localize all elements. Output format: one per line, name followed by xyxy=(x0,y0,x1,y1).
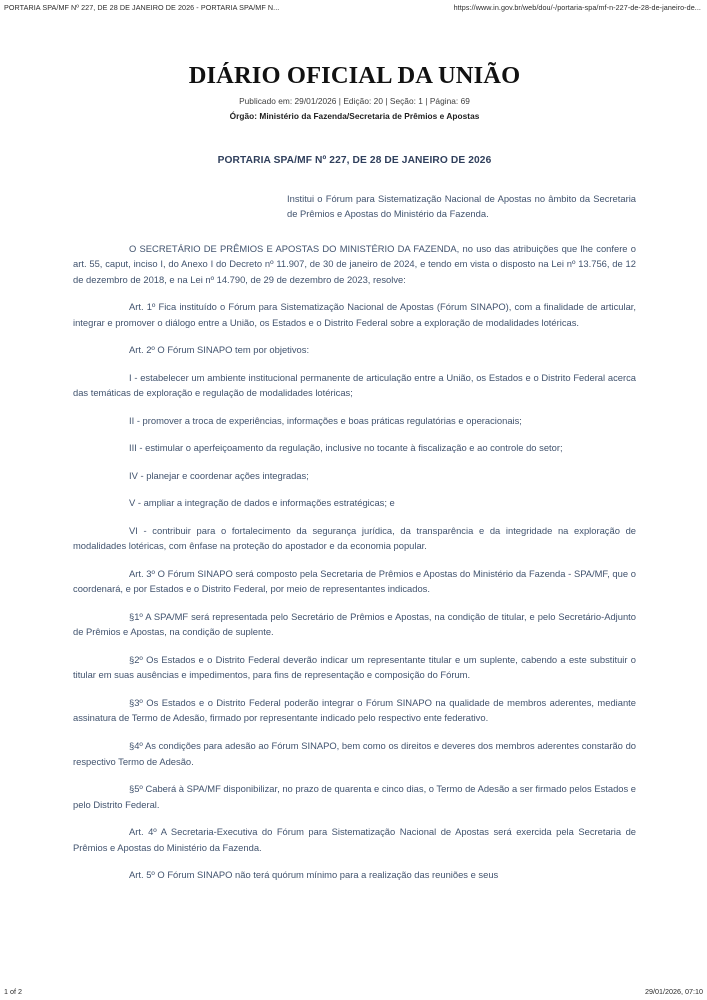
publication-metadata: Publicado em: 29/01/2026 | Edição: 20 | Seção: 1 | Página: 69 xyxy=(239,96,470,107)
print-header xyxy=(0,0,707,20)
act-paragraph: IV - planejar e coordenar ações integradas; xyxy=(129,469,309,481)
act-paragraph: §2º Os Estados e o Distrito Federal deverão indicar um representante titular e um suplente, cabendo a este substituir o titular em suas ausências e impedimentos, para fins de representação e composição do Fórum. xyxy=(73,653,636,681)
act-body xyxy=(73,241,636,883)
act-paragraph: VI - contribuir para o fortalecimento da segurança jurídica, da transparência e da integridade na exploração de modalidades lotéricas, com ênfase na proteção do apostador e da economia popular. xyxy=(73,524,636,552)
masthead xyxy=(73,62,636,121)
print-footer-timestamp: 29/01/2026, 07:10 xyxy=(645,987,703,996)
act-paragraph: Art. 4º A Secretaria-Executiva do Fórum para Sistematização Nacional de Apostas será exercida pela Secretaria de Prêmios e Apostas do Ministério da Fazenda. xyxy=(73,826,636,853)
act-paragraph: §1º A SPA/MF será representada pelo Secretário de Prêmios e Apostas, na condição de titular, e pelo Secretário-Adjunto de Prêmios e Apostas, na condição de suplente. xyxy=(73,610,636,638)
print-header-page-title: PORTARIA SPA/MF Nº 227, DE 28 DE JANEIRO DE 2026 - PORTARIA SPA/MF N... xyxy=(4,3,280,12)
act-paragraph: Art. 3º O Fórum SINAPO será composto pela Secretaria de Prêmios e Apostas do Ministério da Fazenda - SPA/MF, que o coordenará, e por Estados e o Distrito Federal, por meio de representantes indicados. xyxy=(73,567,636,595)
act-paragraph: §3º Os Estados e o Distrito Federal poderão integrar o Fórum SINAPO na qualidade de membros aderentes, mediante assinatura de Termo de Adesão, firmado por representante indicado pelo respectivo ente federativo. xyxy=(73,696,636,724)
print-footer-page-number: 1 of 2 xyxy=(4,987,22,996)
act-paragraph: V - ampliar a integração de dados e informações estratégicas; e xyxy=(129,497,395,509)
print-header-url: https://www.in.gov.br/web/dou/-/portaria-spa/mf-n-227-de-28-de-janeiro-de... xyxy=(453,3,701,12)
act-paragraph: I - estabelecer um ambiente institucional permanente de articulação entre a União, os Estados e o Distrito Federal acerca das temáticas de exploração e regulação de modalidades lotéricas; xyxy=(73,371,636,399)
act-title: PORTARIA SPA/MF Nº 227, DE 28 DE JANEIRO DE 2026 xyxy=(217,155,492,167)
document-content xyxy=(73,62,636,883)
act-paragraph: III - estimular o aperfeiçoamento da regulação, inclusive no tocante à fiscalização e ao controle do setor; xyxy=(129,442,563,454)
masthead-title: DIÁRIO OFICIAL DA UNIÃO xyxy=(188,62,521,89)
act-paragraph: Art. 2º O Fórum SINAPO tem por objetivos: xyxy=(129,344,310,356)
print-footer xyxy=(0,987,707,996)
issuing-organ: Órgão: Ministério da Fazenda/Secretaria de Prêmios e Apostas xyxy=(229,111,480,122)
act-paragraph: §5º Caberá à SPA/MF disponibilizar, no prazo de quarenta e cinco dias, o Termo de Adesão a ser firmado pelos Estados e pelo Distrito Federal. xyxy=(73,783,637,810)
act-paragraph: O SECRETÁRIO DE PRÊMIOS E APOSTAS DO MINISTÉRIO DA FAZENDA, no uso das atribuições que lhe confere o art. 55, caput, inciso I, do Anexo I do Decreto nº 11.907, de 30 de janeiro de 2024, e tendo em vista o disposto na Lei nº 13.756, de 12 de dezembro de 2018, e na Lei nº 14.790, de 29 de dezembro de 2023, resolve: xyxy=(73,242,636,285)
act-ementa: Institui o Fórum para Sistematização Nacional de Apostas no âmbito da Secretaria de Prêmios e Apostas do Ministério da Fazenda. xyxy=(287,193,636,220)
act-paragraph: II - promover a troca de experiências, informações e boas práticas regulatórias e operacionais; xyxy=(129,414,522,426)
act-paragraph: §4º As condições para adesão ao Fórum SINAPO, bem como os direitos e deveres dos membros aderentes constarão do respectivo Termo de Adesão. xyxy=(73,739,636,767)
act-paragraph: Art. 1º Fica instituído o Fórum para Sistematização Nacional de Apostas (Fórum SINAPO), com a finalidade de articular, integrar e promover o diálogo entre a União, os Estados e o Distrito Federal sobre a exploração de modalidades lotéricas. xyxy=(73,301,636,328)
act-paragraph: Art. 5º O Fórum SINAPO não terá quórum mínimo para a realização das reuniões e seus xyxy=(129,869,499,881)
